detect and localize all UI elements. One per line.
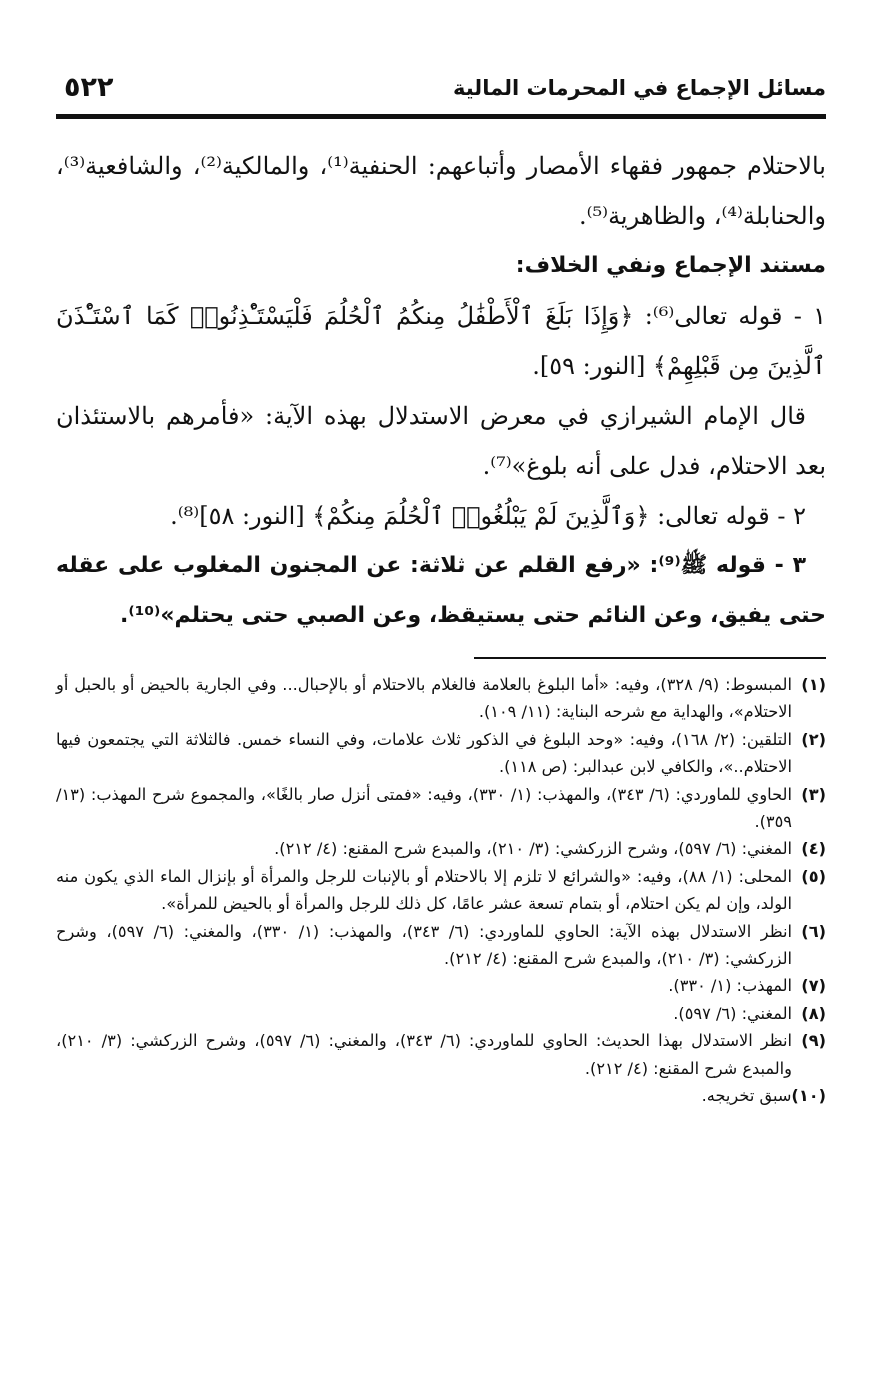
paragraph-consensus-schools: بالاحتلام جمهور فقهاء الأمصار وأتباعهم: الحنفية⁽¹⁾، والمالكية⁽²⁾، والشافعية⁽³⁾، والحنابلة⁽⁴⁾، والظاهرية⁽⁵⁾. [56, 152, 826, 230]
footnote [56, 972, 826, 999]
footnote-text: انظر الاستدلال بهذه الآية: الحاوي للماوردي: (٦/ ٣٤٣)، والمهذب: (١/ ٣٣٠)، والمغني: (٦/ ٥٩٧)، وشرح الزركشي: (٣/ ٢١٠)، والمبدع شرح المقنع: (٤/ ٢١٢). [56, 921, 793, 969]
footnote [56, 726, 826, 781]
footnote-number: (٣) [801, 784, 826, 804]
running-title: مسائل الإجماع في المحرمات المالية [453, 76, 826, 100]
footnote-number: (٤) [801, 839, 826, 859]
footnote [56, 1027, 826, 1082]
footnote-number: (٥) [801, 866, 826, 886]
footnote [56, 781, 826, 836]
footnote [56, 1082, 826, 1109]
footnote-number: (٨) [801, 1003, 826, 1023]
footnote-text: المهذب: (١/ ٣٣٠). [668, 976, 792, 996]
footnote-text: المغني: (٦/ ٥٩٧)، وشرح الزركشي: (٣/ ٢١٠)، والمبدع شرح المقنع: (٤/ ٢١٢). [274, 839, 792, 859]
book-page [56, 70, 826, 1380]
footnote-text: المبسوط: (٩/ ٣٢٨)، وفيه: «أما البلوغ بالعلامة فالغلام بالاحتلام أو بالإحبال... وفي الجارية بالحيض أو بالحبل أو الاحتلام»، والهداية مع شرحه البناية: (١١/ ١٠٩). [56, 675, 792, 722]
footnote-text: الحاوي للماوردي: (٦/ ٣٤٣)، والمهذب: (١/ ٣٣٠)، وفيه: «فمتى أنزل صار بالغًا»، والمجموع شرح المهذب: (١٣/ ٣٥٩). [56, 784, 792, 832]
footnote-text: سبق تخريجه. [701, 1086, 792, 1106]
evidence-item-2: ٢ - قوله تعالى: ﴿وَٱلَّذِينَ لَمْ يَبْلُغُوا۟ ٱلْحُلُمَ مِنكُمْ﴾ [النور: ٥٨]⁽⁸⁾. [170, 502, 806, 530]
footnote-text: المحلى: (١/ ٨٨)، وفيه: «والشرائع لا تلزم إلا بالاحتلام أو بالإنبات للرجل والمرأة أو بإنزال الماء الذي يكون منه الولد، وإن لم يكن احتلام، أو بتمام تسعة عشر عامًا، كل ذلك للرجل والمرأة أو بالحيض للمرأة». [56, 866, 792, 914]
footnote-number: (٩) [801, 1031, 826, 1051]
footnote-number: (٧) [801, 976, 826, 996]
page-header [56, 70, 826, 119]
footnote-number: (٢) [801, 729, 826, 749]
page-number: ٥٢٢ [64, 72, 114, 103]
evidence-item-3: ٣ - قوله ﷺ⁽⁹⁾: «رفع القلم عن ثلاثة: عن المجنون المغلوب على عقله حتى يفيق، وعن النائم حتى يستيقظ، وعن الصبي حتى يحتلم»⁽¹⁰⁾. [56, 553, 826, 628]
footnote-text: التلقين: (٢/ ١٦٨)، وفيه: «وحد البلوغ في الذكور ثلاث علامات، وفي النساء خمس. فالثلاثة التي يجتمعون فيها الاحتلام..»، والكافي لابن عبدالبر: (ص ١١٨). [56, 729, 792, 777]
main-text [56, 141, 826, 641]
footnote-number: (١) [801, 675, 826, 694]
footnote-text: انظر الاستدلال بهذا الحديث: الحاوي للماوردي: (٦/ ٣٤٣)، والمغني: (٦/ ٥٩٧)، وشرح الزركشي: (٣/ ٢١٠)، والمبدع شرح المقنع: (٤/ ٢١٢). [56, 1031, 792, 1078]
section-heading: مستند الإجماع ونفي الخلاف: [515, 253, 826, 278]
footnote-text: المغني: (٦/ ٥٩٧). [673, 1003, 792, 1023]
footnote [56, 671, 826, 726]
footnote-number: (١٠) [791, 1086, 826, 1106]
footnote [56, 1000, 826, 1027]
paragraph-shirazi-quote: قال الإمام الشيرازي في معرض الاستدلال بهذه الآية: «فأمرهم بالاستئذان بعد الاحتلام، فدل على أنه بلوغ»⁽⁷⁾. [56, 402, 826, 480]
footnote [56, 863, 826, 918]
footnote [56, 835, 826, 862]
footnote-number: (٦) [801, 921, 826, 941]
footnote [56, 918, 826, 973]
footnote-separator [474, 657, 826, 659]
evidence-item-1: ١ - قوله تعالى⁽⁶⁾: ﴿وَإِذَا بَلَغَ ٱلْأَطْفَٰلُ مِنكُمُ ٱلْحُلُمَ فَلْيَسْتَـْٔذِنُوا۟ كَمَا ٱسْتَـْٔذَنَ ٱلَّذِينَ مِن قَبْلِهِمْ﴾ [النور: ٥٩]. [56, 302, 827, 380]
footnotes [56, 671, 826, 1110]
